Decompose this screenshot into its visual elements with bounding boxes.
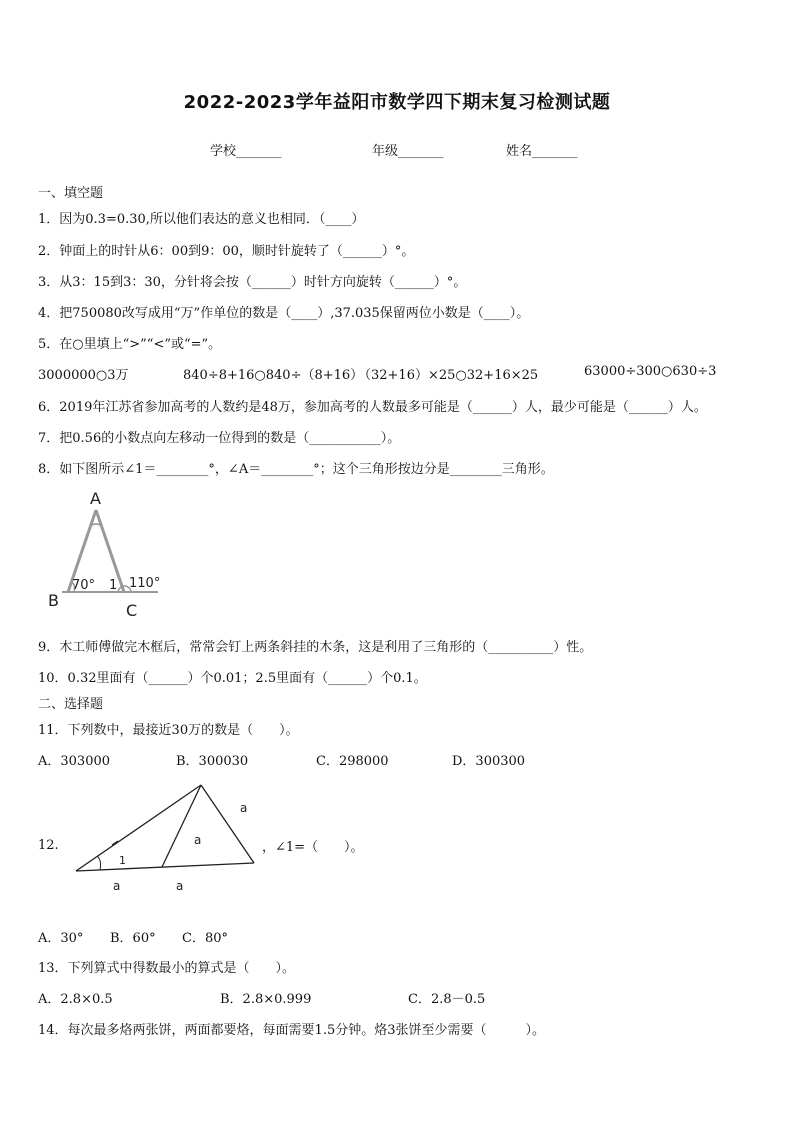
question-8: 8．如下图所示∠1＝________°，∠A＝________°；这个三角形按边分是________三角形。 xyxy=(38,462,554,477)
q12-option-c: C．80° xyxy=(182,931,228,946)
label-a: A xyxy=(90,489,101,508)
q5-item-2: 840÷8+16○840÷（8+16） xyxy=(183,368,364,383)
question-9: 9．木工师傅做完木框后，常常会钉上两条斜挂的木条，这是利用了三角形的（__________）性。 xyxy=(38,640,593,655)
grade-field: 年级_______ xyxy=(372,144,444,159)
question-6: 6．2019年江苏省参加高考的人数约是48万，参加高考的人数最多可能是（______）人，最少可能是（______）人。 xyxy=(38,400,707,415)
q12-option-b: B．60° xyxy=(110,931,156,946)
question-14: 14．每次最多烙两张饼，两面都要烙，每面需要1.5分钟。烙3张饼至少需要（ ）。 xyxy=(38,1023,545,1038)
q13-option-a: A．2.8×0.5 xyxy=(38,992,113,1007)
q13-option-b: B．2.8×0.999 xyxy=(220,992,312,1007)
angle-1-label: 1 xyxy=(109,578,118,593)
question-12-number: 12. xyxy=(38,838,59,853)
question-11: 11．下列数中，最接近30万的数是（ ）。 xyxy=(38,723,299,738)
q11-option-c: C．298000 xyxy=(316,754,389,769)
q5-item-4: 63000÷300○630÷3 xyxy=(584,364,717,379)
question-4: 4．把750080改写成用“万”作单位的数是（____）,37.035保留两位小数是（____）。 xyxy=(38,306,530,321)
section-fill-blank: 一、填空题 xyxy=(38,186,104,201)
exam-title: 2022-2023学年益阳市数学四下期末复习检测试题 xyxy=(183,92,611,113)
triangle-figure-q8 xyxy=(40,484,180,624)
question-7: 7．把0.56的小数点向左移动一位得到的数是（___________）。 xyxy=(38,431,401,446)
q13-option-c: C．2.8－0.5 xyxy=(408,992,486,1007)
triangle-figure-q12 xyxy=(70,778,260,898)
q5-item-3: （32+16）×25○32+16×25 xyxy=(358,368,539,383)
question-2: 2．钟面上的时针从6：00到9：00，顺时针旋转了（______）°。 xyxy=(38,244,415,259)
school-field: 学校_______ xyxy=(210,144,282,159)
side-label-bottom-left: a xyxy=(113,879,121,893)
side-bottom xyxy=(76,863,254,871)
inner-segment xyxy=(162,785,201,867)
angle-exterior-value: 110° xyxy=(129,576,161,591)
question-5: 5．在○里填上“>”“<”或“=”。 xyxy=(38,337,222,352)
angle-1-label: 1 xyxy=(119,854,126,867)
label-b: B xyxy=(48,591,59,610)
q11-option-d: D．300300 xyxy=(452,754,526,769)
label-c: C xyxy=(126,601,138,620)
side-left xyxy=(76,785,201,871)
side-right xyxy=(201,785,254,863)
angle-b-value: 70° xyxy=(72,578,96,593)
question-1: 1．因为0.3=0.30,所以他们表达的意义也相同．（____） xyxy=(38,212,365,227)
section-choice: 二、选择题 xyxy=(38,697,104,712)
side-label-bottom-right: a xyxy=(176,879,184,893)
question-13: 13．下列算式中得数最小的算式是（ ）。 xyxy=(38,961,296,976)
question-3: 3．从3：15到3：30，分针将会按（______）时针方向旋转（______）°。 xyxy=(38,275,467,290)
question-12-text: ，∠1=（ ）。 xyxy=(262,840,364,855)
q11-option-a: A．303000 xyxy=(38,754,111,769)
question-10: 10．0.32里面有（______）个0.01；2.5里面有（______）个0.1。 xyxy=(38,671,427,686)
side-label-mid: a xyxy=(194,833,202,847)
angle-a-arc xyxy=(90,524,102,526)
q11-option-b: B．300030 xyxy=(176,754,249,769)
angle-1-arc xyxy=(97,856,101,870)
q5-item-1: 3000000○3万 xyxy=(38,368,129,383)
name-field: 姓名_______ xyxy=(506,144,578,159)
side-label-top: a xyxy=(240,801,248,815)
q12-option-a: A．30° xyxy=(38,931,84,946)
